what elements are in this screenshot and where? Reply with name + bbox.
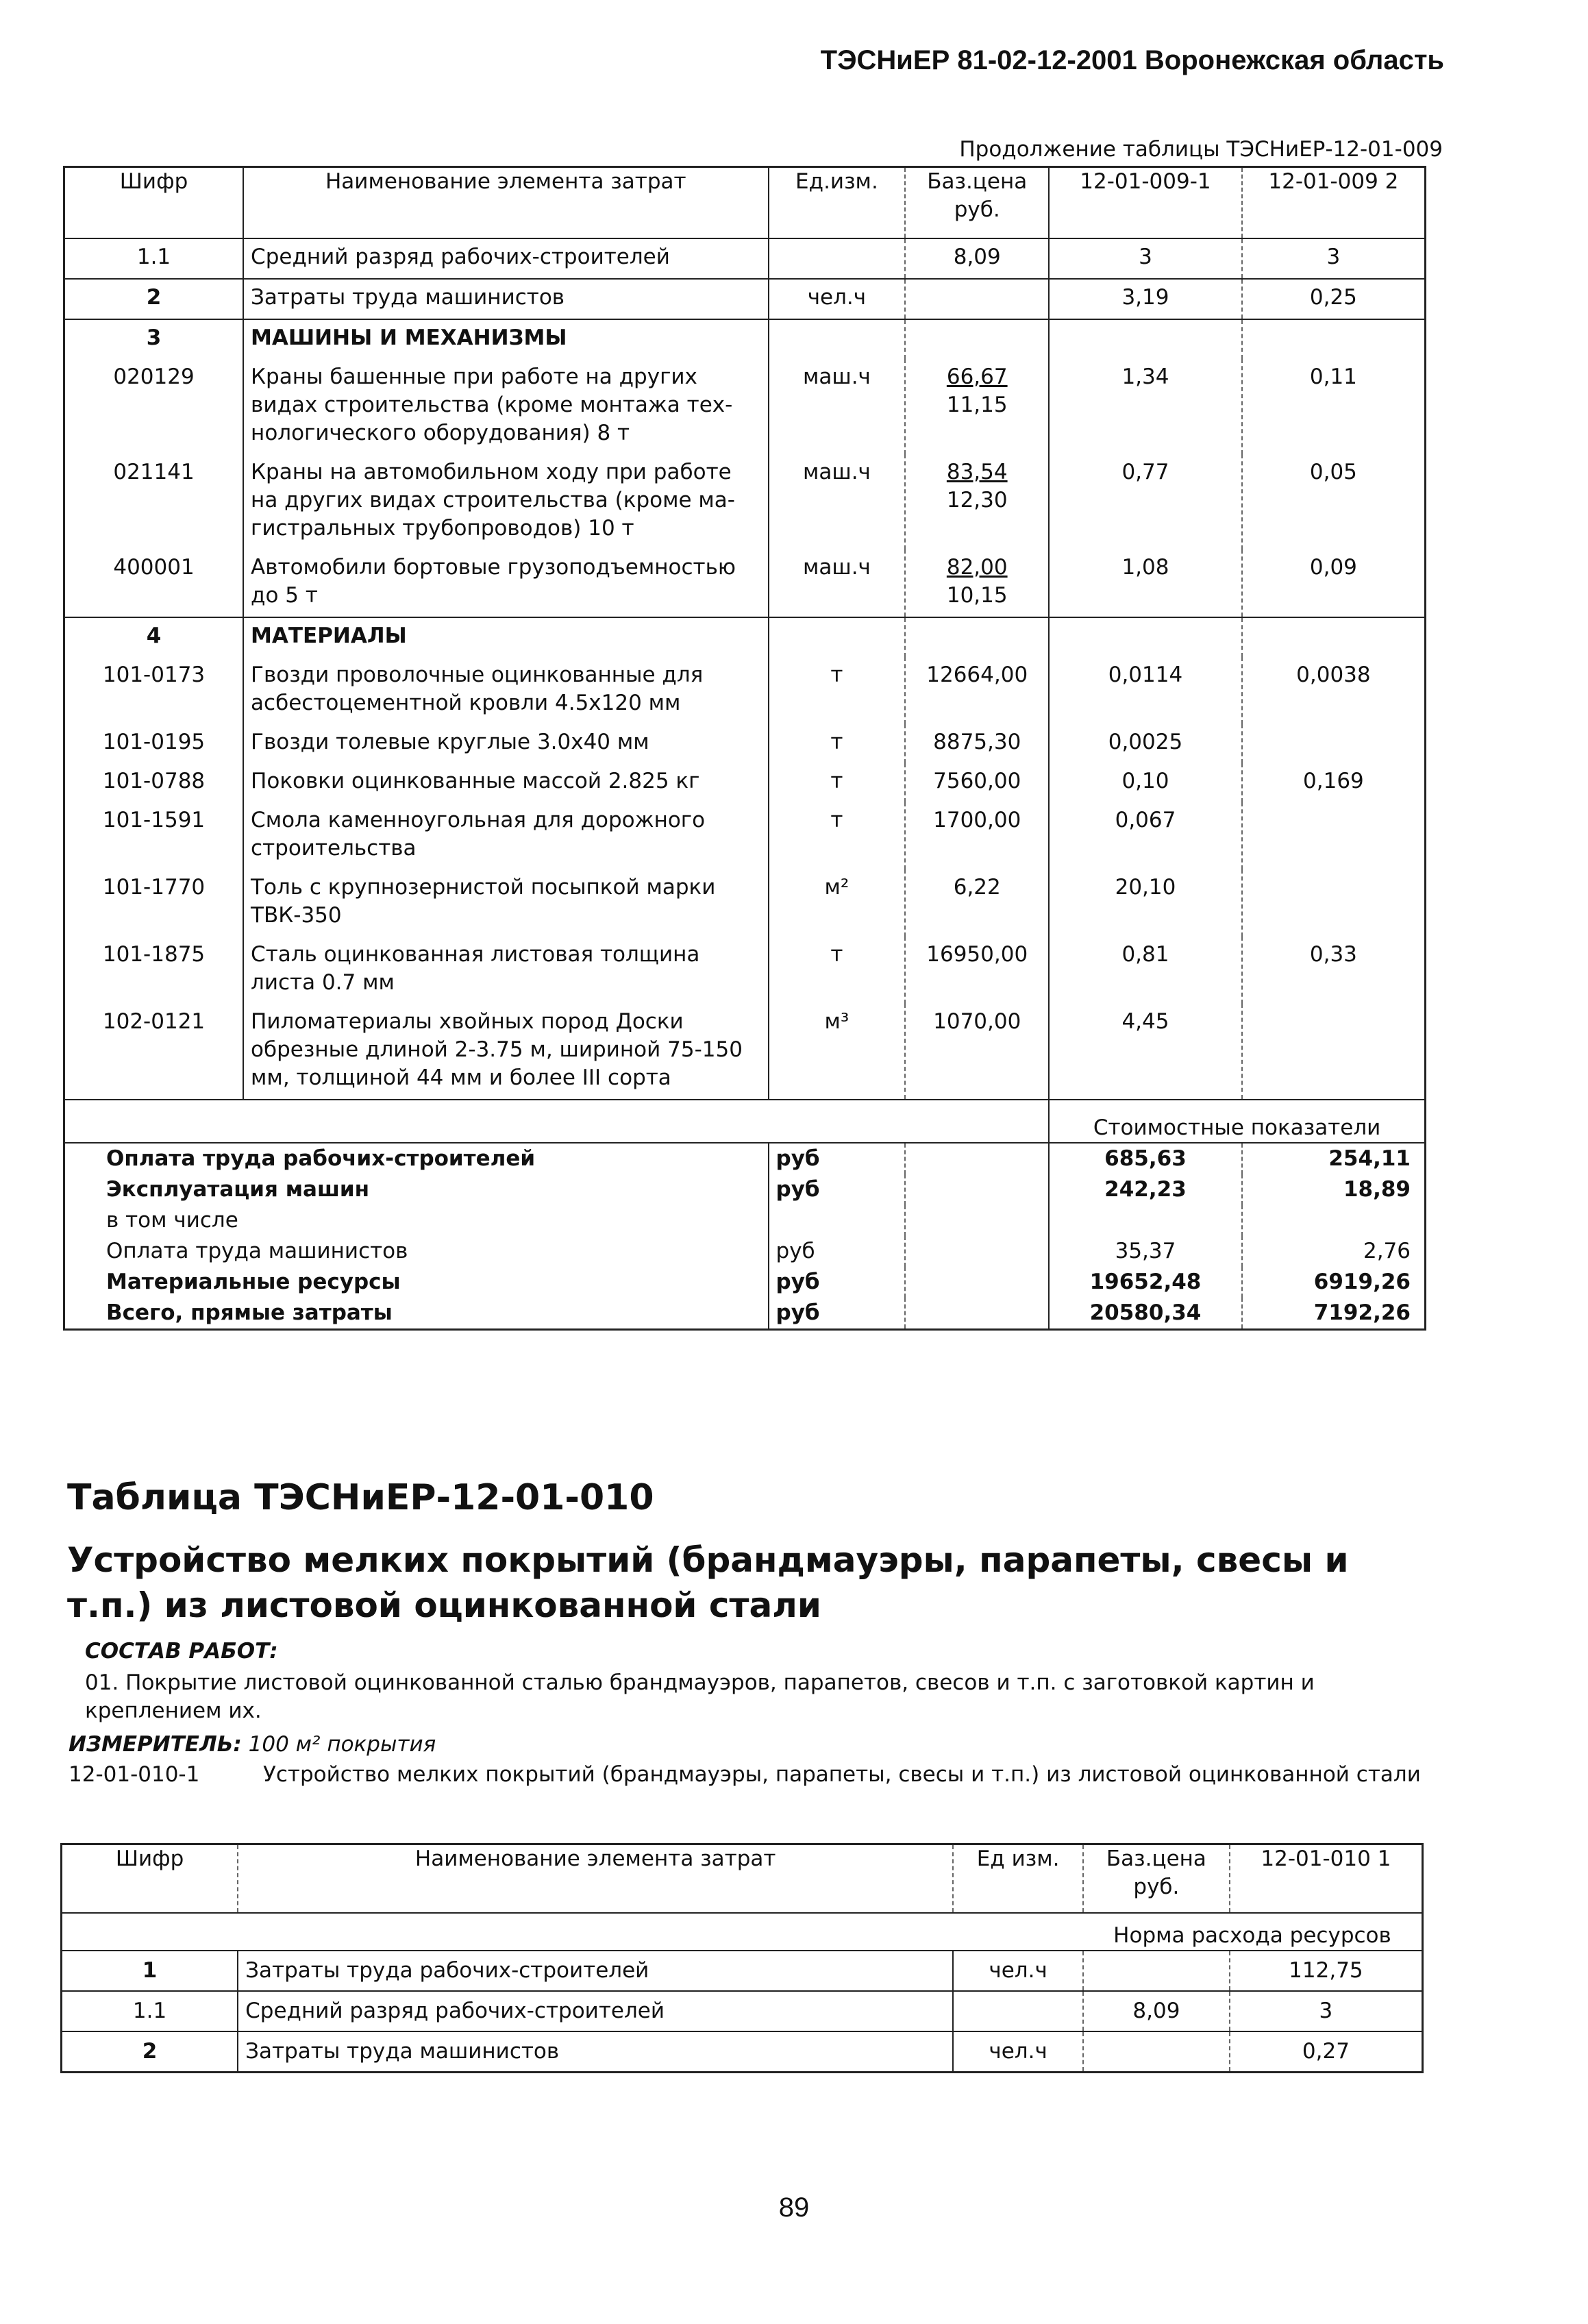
cell-price	[905, 454, 1049, 549]
cell-price	[1083, 1951, 1230, 1991]
t2-col-name: Наименование элемента затрат	[238, 1844, 953, 1913]
cell-code: 101-0788	[102, 768, 206, 793]
cell-value-1: 3	[1230, 1991, 1423, 2031]
works-label: СОСТАВ РАБОТ:	[85, 1639, 278, 1664]
cell-price: 8,09	[905, 238, 1049, 279]
cell-unit: т	[769, 763, 906, 802]
table-row	[64, 238, 1426, 279]
cost-price	[905, 1298, 1049, 1330]
works-text: 01. Покрытие листовой оцинкованной сталью брандмауэров, парапетов, свесов и т.п. с заготовкой картин и креплением их.	[85, 1670, 1315, 1723]
cell-name: Пиломатериалы хвойных пород Доски обрезные длиной 2-3.75 м, шириной 75-150 мм, толщиной 44 мм и более III сорта	[243, 1004, 768, 1100]
cell-code: 1.1	[136, 244, 171, 269]
cost-row	[64, 1298, 1426, 1330]
table2-row	[62, 1991, 1423, 2031]
cell-price: 8875,30	[905, 724, 1049, 763]
cost-name: Всего, прямые затраты	[106, 1300, 393, 1325]
cell-name: МАШИНЫ И МЕХАНИЗМЫ	[243, 319, 768, 359]
cell-price	[905, 279, 1049, 319]
cost-value-2: 254,11	[1242, 1143, 1426, 1174]
cost-value-2: 18,89	[1242, 1174, 1426, 1205]
table-row	[64, 319, 1426, 359]
cell-price	[905, 549, 1049, 617]
cost-value-1: 685,63	[1049, 1143, 1242, 1174]
norm-header: Норма расхода ресурсов	[1113, 1923, 1391, 1948]
cost-price	[905, 1267, 1049, 1298]
cell-code: 101-0195	[102, 729, 206, 754]
cell-value-2: 0,33	[1242, 937, 1426, 1004]
cell-name: Затраты труда машинистов	[243, 279, 768, 319]
cell-value-2	[1242, 1004, 1426, 1100]
cost-header: Стоимостные показатели	[1049, 1100, 1425, 1143]
cell-code: 2	[62, 2031, 238, 2073]
cell-code: 101-0173	[102, 662, 206, 687]
table-row	[64, 454, 1426, 549]
cell-unit: чел.ч	[769, 279, 906, 319]
cell-name: Краны на автомобильном ходу при работе на других видах строительства (кроме ма-гистральных трубопроводов) 10 т	[243, 454, 768, 549]
cell-unit: маш.ч	[769, 359, 906, 454]
table-row	[64, 1004, 1426, 1100]
t2-col-unit: Ед изм.	[953, 1844, 1083, 1913]
cell-price: 1700,00	[905, 802, 1049, 869]
cell-value-1: 0,77	[1049, 454, 1242, 549]
cell-code: 102-0121	[102, 1009, 206, 1034]
cell-value-2: 0,09	[1242, 549, 1426, 617]
cell-value-1	[1049, 319, 1242, 359]
cell-price: 8,09	[1083, 1991, 1230, 2031]
cell-code: 2	[64, 279, 244, 319]
cell-unit: м³	[769, 1004, 906, 1100]
cell-value-1: 0,0025	[1049, 724, 1242, 763]
cell-value-1: 0,067	[1049, 802, 1242, 869]
cost-unit: руб	[769, 1143, 906, 1174]
cell-unit: т	[769, 657, 906, 724]
cell-value-1: 3	[1049, 238, 1242, 279]
cost-body	[64, 1143, 1426, 1330]
cost-name: Материальные ресурсы	[106, 1269, 401, 1294]
cell-price: 7560,00	[905, 763, 1049, 802]
col-header-v1: 12-01-009-1	[1049, 167, 1242, 238]
item-text: Устройство мелких покрытий (брандмауэры, парапеты, свесы и т.п.) из листовой оцинкованной стали	[263, 1762, 1421, 1787]
cost-unit: руб	[769, 1236, 906, 1267]
section-title: Таблица ТЭСНиЕР-12-01-010	[67, 1477, 654, 1518]
cost-value-1: 35,37	[1049, 1236, 1242, 1267]
cell-value-1: 4,45	[1049, 1004, 1242, 1100]
cell-value-2: 0,0038	[1242, 657, 1426, 724]
cell-price	[1083, 2031, 1230, 2073]
cell-value-1: 0,10	[1049, 763, 1242, 802]
cell-price: 1070,00	[905, 1004, 1049, 1100]
cell-price: 16950,00	[905, 937, 1049, 1004]
cell-value-1: 0,0114	[1049, 657, 1242, 724]
cell-value-1	[1049, 617, 1242, 657]
cell-code: 101-1770	[102, 874, 206, 900]
cost-price	[905, 1205, 1049, 1236]
cost-value-1: 19652,48	[1049, 1267, 1242, 1298]
page-number: 89	[778, 2192, 810, 2223]
table-row	[64, 763, 1426, 802]
table-row	[64, 802, 1426, 869]
cell-code: 400001	[113, 554, 195, 580]
cell-unit: маш.ч	[769, 454, 906, 549]
cell-code: 021141	[113, 459, 195, 484]
cell-value-1: 0,27	[1230, 2031, 1423, 2073]
cell-unit	[769, 238, 906, 279]
col-header-code: Шифр	[64, 167, 244, 238]
cell-value-2	[1242, 617, 1426, 657]
cost-row	[64, 1267, 1426, 1298]
cell-name: Средний разряд рабочих-строителей	[238, 1991, 953, 2031]
cost-value-2: 6919,26	[1242, 1267, 1426, 1298]
cell-value-2	[1242, 319, 1426, 359]
cost-name: Оплата труда рабочих-строителей	[64, 1143, 769, 1174]
cell-code: 020129	[113, 364, 195, 389]
cost-unit: руб	[769, 1298, 906, 1330]
cell-code: 101-1875	[102, 941, 206, 967]
col-header-unit: Ед.изм.	[769, 167, 906, 238]
table-continuation-label: Продолжение таблицы ТЭСНиЕР-12-01-009	[959, 137, 1443, 162]
cell-name: Гвозди толевые круглые 3.0х40 мм	[243, 724, 768, 763]
cell-value-2: 0,169	[1242, 763, 1426, 802]
cell-value-2: 0,11	[1242, 359, 1426, 454]
table-row	[64, 359, 1426, 454]
cost-price	[905, 1174, 1049, 1205]
table-row	[64, 937, 1426, 1004]
cell-name: Средний разряд рабочих-строителей	[243, 238, 768, 279]
table2-row	[62, 1951, 1423, 1991]
meter-line	[69, 1731, 436, 1759]
meter-label: ИЗМЕРИТЕЛЬ:	[69, 1732, 242, 1757]
cell-value-2: 3	[1242, 238, 1426, 279]
price-base: 82,00	[946, 554, 1008, 580]
table2-body	[62, 1951, 1423, 2073]
cell-name: Затраты труда машинистов	[238, 2031, 953, 2073]
cell-name: Краны башенные при работе на других видах строительства (кроме монтажа тех-нологического оборудования) 8 т	[243, 359, 768, 454]
cell-code: 1	[62, 1951, 238, 1991]
cell-value-1: 0,81	[1049, 937, 1242, 1004]
cell-unit: чел.ч	[953, 1951, 1083, 1991]
price-base: 66,67	[946, 364, 1008, 389]
item-code: 12-01-010-1	[69, 1762, 200, 1787]
cost-header-row	[64, 1100, 1426, 1143]
cost-unit: руб	[769, 1174, 906, 1205]
meter-value: 100 м² покрытия	[248, 1732, 436, 1757]
cell-value-2: 0,05	[1242, 454, 1426, 549]
resource-table-010	[60, 1843, 1424, 2073]
cost-value-2: 7192,26	[1242, 1298, 1426, 1330]
cost-value-1	[1049, 1205, 1242, 1236]
cost-name: Эксплуатация машин	[106, 1176, 370, 1202]
table-row	[64, 869, 1426, 937]
price-wage: 12,30	[946, 487, 1008, 512]
col-header-name: Наименование элемента затрат	[243, 167, 768, 238]
cell-value-1: 3,19	[1049, 279, 1242, 319]
cell-name: Смола каменноугольная для дорожного строительства	[243, 802, 768, 869]
table-row	[64, 279, 1426, 319]
cost-row	[64, 1143, 1426, 1174]
cell-unit: т	[769, 937, 906, 1004]
table-row	[64, 549, 1426, 617]
cost-name: Оплата труда машинистов	[106, 1238, 408, 1263]
cell-unit	[769, 617, 906, 657]
cell-name: МАТЕРИАЛЫ	[243, 617, 768, 657]
cost-row	[64, 1236, 1426, 1267]
table-body	[64, 238, 1426, 1100]
t2-col-price: Баз.цена руб.	[1083, 1844, 1230, 1913]
table2-row	[62, 2031, 1423, 2073]
cell-value-1: 112,75	[1230, 1951, 1423, 1991]
cell-code: 3	[64, 319, 244, 359]
cell-value-2	[1242, 724, 1426, 763]
cell-price	[905, 319, 1049, 359]
cost-row	[64, 1174, 1426, 1205]
table2-header-row	[62, 1844, 1423, 1913]
table-header-row	[64, 167, 1426, 238]
cell-price: 6,22	[905, 869, 1049, 937]
cost-value-2: 2,76	[1242, 1236, 1426, 1267]
cell-name: Сталь оцинкованная листовая толщина листа 0.7 мм	[243, 937, 768, 1004]
cost-unit	[769, 1205, 906, 1236]
cost-price	[905, 1143, 1049, 1174]
cost-unit: руб	[769, 1267, 906, 1298]
cost-value-1: 242,23	[1049, 1174, 1242, 1205]
cell-unit: м²	[769, 869, 906, 937]
cell-value-2: 0,25	[1242, 279, 1426, 319]
cell-code: 4	[64, 617, 244, 657]
page-header: ТЭСНиЕР 81-02-12-2001 Воронежская область	[820, 45, 1444, 75]
cell-name: Толь с крупнозернистой посыпкой марки ТВК-350	[243, 869, 768, 937]
cell-value-2	[1242, 869, 1426, 937]
cell-value-1: 1,34	[1049, 359, 1242, 454]
table-row	[64, 617, 1426, 657]
cell-unit: т	[769, 802, 906, 869]
cell-name: Поковки оцинкованные массой 2.825 кг	[243, 763, 768, 802]
col-header-price: Баз.цена руб.	[905, 167, 1049, 238]
price-wage: 11,15	[946, 392, 1008, 417]
norm-header-row	[62, 1913, 1423, 1951]
section-subtitle: Устройство мелких покрытий (брандмауэры, парапеты, свесы и т.п.) из листовой оцинкованной стали	[67, 1540, 1349, 1625]
cell-unit: маш.ч	[769, 549, 906, 617]
cost-value-2	[1242, 1205, 1426, 1236]
cell-code: 101-1591	[102, 807, 206, 832]
cell-unit	[953, 1991, 1083, 2031]
cell-price	[905, 617, 1049, 657]
cost-value-1: 20580,34	[1049, 1298, 1242, 1330]
price-base: 83,54	[946, 459, 1008, 484]
cost-row	[64, 1205, 1426, 1236]
resource-table-009	[63, 166, 1426, 1331]
cost-name: в том числе	[106, 1207, 238, 1233]
cell-value-2	[1242, 802, 1426, 869]
cell-price	[905, 359, 1049, 454]
cell-name: Гвозди проволочные оцинкованные для асбестоцементной кровли 4.5х120 мм	[243, 657, 768, 724]
price-wage: 10,15	[946, 582, 1008, 608]
col-header-v2: 12-01-009 2	[1242, 167, 1426, 238]
table-row	[64, 724, 1426, 763]
cell-name: Автомобили бортовые грузоподъемностью до 5 т	[243, 549, 768, 617]
cell-unit: т	[769, 724, 906, 763]
cell-value-1: 1,08	[1049, 549, 1242, 617]
cell-value-1: 20,10	[1049, 869, 1242, 937]
table-row	[64, 657, 1426, 724]
cell-price: 12664,00	[905, 657, 1049, 724]
t2-col-v1: 12-01-010 1	[1230, 1844, 1423, 1913]
cell-unit: чел.ч	[953, 2031, 1083, 2073]
cost-price	[905, 1236, 1049, 1267]
cell-unit	[769, 319, 906, 359]
cell-name: Затраты труда рабочих-строителей	[238, 1951, 953, 1991]
t2-col-code: Шифр	[62, 1844, 238, 1913]
cell-code: 1.1	[62, 1991, 238, 2031]
